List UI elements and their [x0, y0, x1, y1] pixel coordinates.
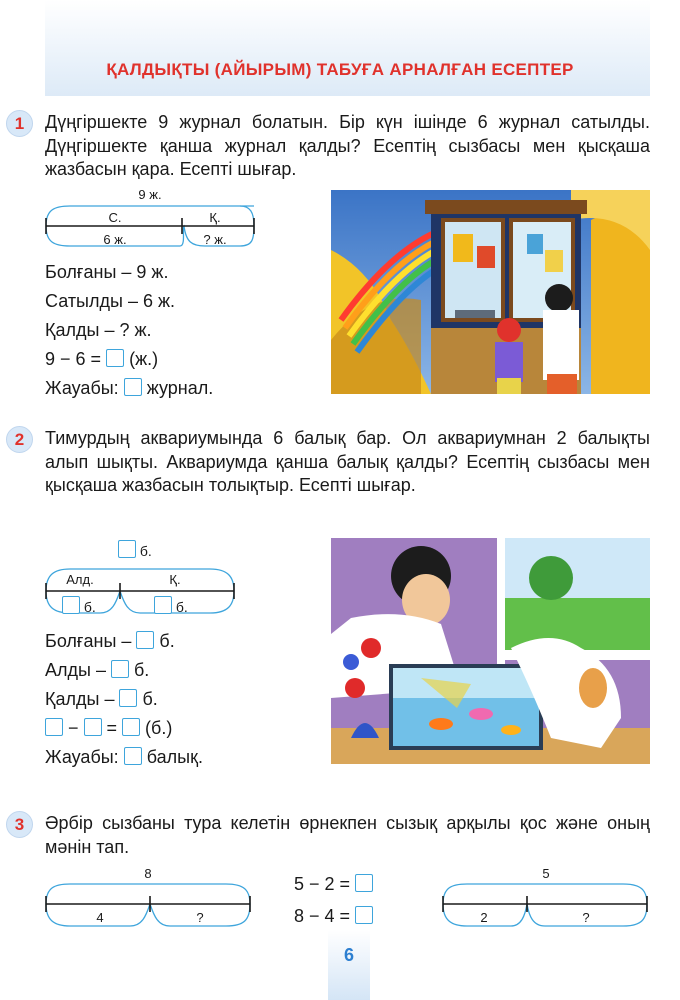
task-1-sold-value: 6 ж.: [103, 232, 127, 247]
task-2-left-abbr: Қ.: [169, 572, 181, 587]
diagram-b-left: 2: [480, 910, 488, 925]
answer-box[interactable]: [106, 349, 124, 367]
task-2-answer: [45, 747, 203, 768]
task-2-number: 2: [6, 426, 33, 453]
answer-label: Жауабы:: [45, 747, 119, 767]
taken-unit: б.: [83, 599, 96, 615]
taken-box[interactable]: [62, 596, 80, 614]
left-box[interactable]: [154, 596, 172, 614]
diagram-a-right: ?: [196, 910, 204, 925]
had-box[interactable]: [136, 631, 154, 649]
sold-value: 6 ж.: [142, 291, 176, 311]
expression-1-box[interactable]: [355, 874, 373, 892]
expression-2-box[interactable]: [355, 906, 373, 924]
task-2-text: Тимурдың аквариумында 6 балық бар. Ол аквариумнан 2 балықты алып шықты. Аквариумда қанша балық қалды? Есептің сызбасы мен қысқаша жазбасын толықтыр. Есепті шығар.: [45, 428, 650, 495]
task-3-text: Әрбір сызбаны тура келетін өрнекпен сызық арқылы қос және оның мәнін тап.: [45, 813, 650, 857]
page-title: ҚАЛДЫҚТЫ (АЙЫРЫМ) ТАБУҒА АРНАЛҒАН ЕСЕПТЕР: [106, 60, 574, 79]
answer-box[interactable]: [124, 378, 142, 396]
had-label: Болғаны: [45, 631, 117, 651]
task-2-total: [118, 540, 152, 559]
task-1-sold-line: Сатылды – 6 ж.: [45, 291, 176, 311]
difference-box[interactable]: [122, 718, 140, 736]
equation-unit: (ж.): [129, 349, 159, 369]
task-2-had-line: Болғаны – б.: [45, 631, 175, 651]
minuend-box[interactable]: [45, 718, 63, 736]
left-label: Қалды: [45, 320, 100, 340]
task-1-sold-abbr: С.: [108, 210, 122, 225]
expression-2[interactable]: [294, 906, 373, 927]
left-box[interactable]: [119, 689, 137, 707]
task-1-had-line: Болғаны – 9 ж.: [45, 262, 169, 282]
had-unit: б.: [159, 631, 175, 651]
equation-unit: (б.): [145, 718, 173, 738]
expression-1[interactable]: [294, 874, 373, 895]
taken-box[interactable]: [111, 660, 129, 678]
task-1-answer: [45, 378, 213, 399]
task-2-taken-part: [62, 596, 96, 615]
answer-box[interactable]: [124, 747, 142, 765]
left-unit: б.: [175, 599, 188, 615]
equation-text: 9 − 6 =: [45, 349, 102, 369]
kiosk-illustration: [331, 190, 650, 394]
total-unit: б.: [139, 543, 152, 559]
diagram-b-right: ?: [582, 910, 590, 925]
task-1-number: 1: [6, 110, 33, 137]
expression-2-text: 8 − 4 =: [294, 906, 351, 926]
task-1-left-line: Қалды – ? ж.: [45, 320, 152, 340]
left-unit: б.: [142, 689, 158, 709]
diagram-b-total: 5: [542, 866, 550, 881]
task-1-text: Дүңгіршекте 9 журнал болатын. Бір күн ішінде 6 журнал сатылды. Дүңгіршекте қанша журнал қалды? Есептің сызбасы мен қысқаша жазбасын қара. Есепті шығар.: [45, 112, 650, 179]
task-1-total-label: 9 ж.: [138, 187, 162, 202]
task-1-equation: [45, 349, 158, 370]
diagram-a-left: 4: [96, 910, 104, 925]
had-value: 9 ж.: [136, 262, 169, 282]
had-label: Болғаны: [45, 262, 117, 282]
taken-unit: б.: [133, 660, 150, 680]
subtrahend-box[interactable]: [84, 718, 102, 736]
task-1-left-value: ? ж.: [203, 232, 227, 247]
task-2-taken-line: Алды – б.: [45, 660, 150, 680]
task-3-number: 3: [6, 811, 33, 838]
task-2-taken-abbr: Алд.: [66, 572, 94, 587]
answer-unit: балық.: [146, 747, 203, 767]
task-2-equation: − = (б.): [45, 718, 172, 739]
answer-label: Жауабы:: [45, 378, 119, 398]
left-value: ? ж.: [119, 320, 152, 340]
diagram-a-total: 8: [144, 866, 152, 881]
total-box[interactable]: [118, 540, 136, 558]
left-label: Қалды: [45, 689, 100, 709]
page-number: 6: [343, 945, 354, 965]
task-2-left-line: Қалды – б.: [45, 689, 158, 709]
taken-label: Алды: [45, 660, 91, 680]
task-1-left-abbr: Қ.: [209, 210, 221, 225]
expression-1-text: 5 − 2 =: [294, 874, 351, 894]
task-2-left-part: [154, 596, 188, 615]
sold-label: Сатылды: [45, 291, 123, 311]
header-band: [45, 0, 650, 96]
aquarium-illustration: [331, 538, 650, 764]
answer-unit: журнал.: [146, 378, 214, 398]
